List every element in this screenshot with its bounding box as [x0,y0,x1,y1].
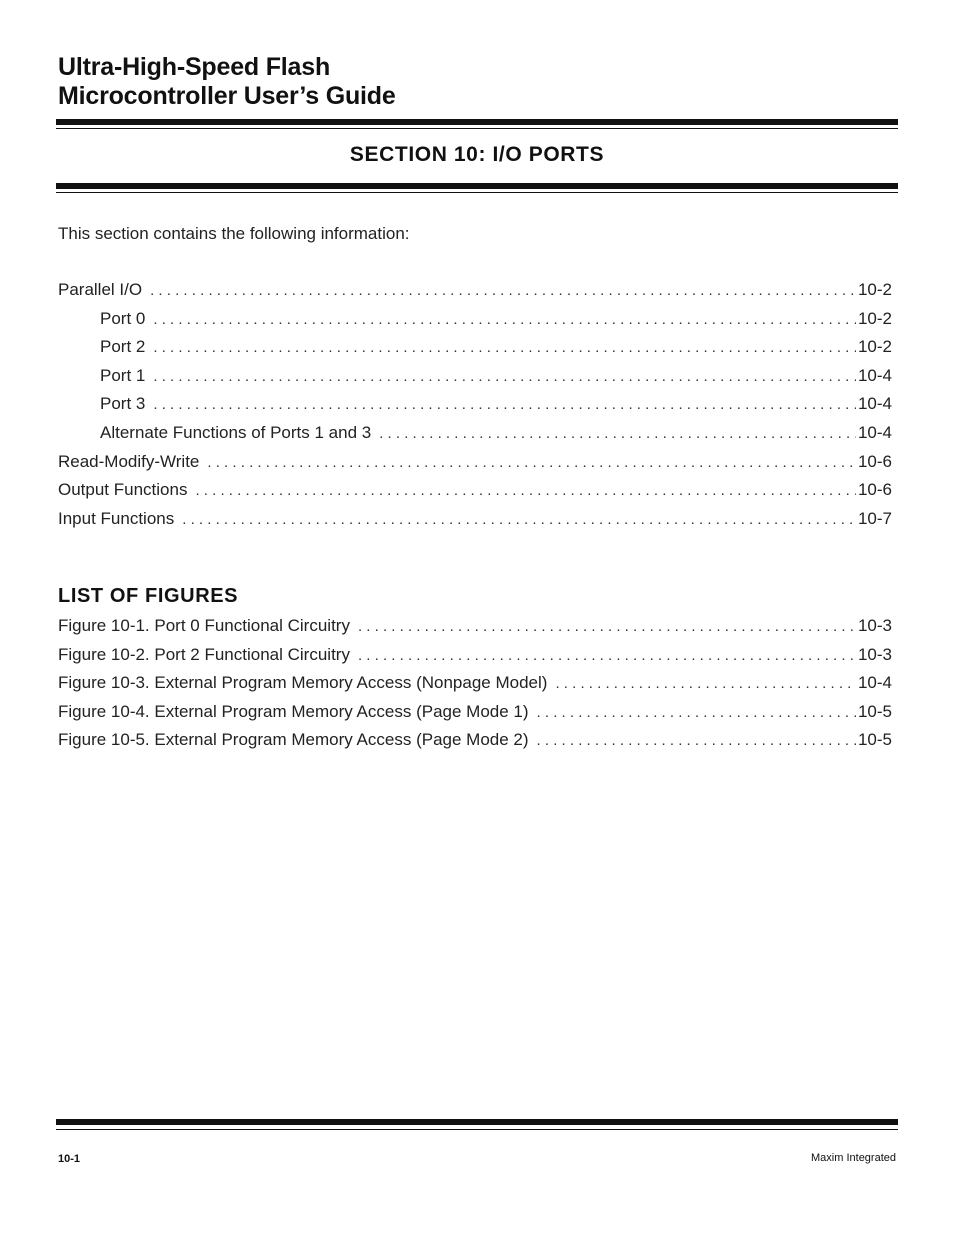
figure-entry-page: 10-4 [857,673,892,693]
dot-leader [537,704,856,721]
toc-entry-page: 10-4 [857,422,892,442]
figure-entry-label: Figure 10-4. External Program Memory Access (Page Mode 1) [58,701,529,721]
table-of-contents [58,280,892,537]
toc-entry-label: Input Functions [58,508,175,528]
figure-entry[interactable] [58,673,892,702]
dot-leader [182,511,856,528]
dot-leader [207,454,856,471]
toc-entry-label: Output Functions [58,480,188,500]
dot-leader [153,368,856,385]
dot-leader [555,675,856,692]
footer-company: Maxim Integrated [811,1152,896,1164]
toc-entry-label: Parallel I/O [58,280,143,299]
header-rule-thin [56,128,898,129]
toc-entry[interactable] [58,452,892,481]
figure-entry[interactable] [58,645,892,674]
toc-entry-page: 10-4 [857,365,892,385]
figure-entry[interactable] [58,616,892,645]
document-title [58,53,396,111]
toc-entry[interactable] [58,309,892,338]
section-rule-thick [56,183,898,189]
header-rule-thick [56,119,898,125]
toc-entry-label: Port 1 [100,365,146,385]
toc-entry-label: Port 3 [100,394,146,414]
toc-entry-label: Port 2 [100,337,146,357]
toc-entry[interactable] [58,423,892,452]
toc-entry-page: 10-2 [857,337,892,357]
figure-entry-page: 10-3 [857,616,892,635]
toc-entry-page: 10-6 [857,480,892,500]
toc-entry[interactable] [58,337,892,366]
dot-leader [153,339,856,356]
dot-leader [358,618,856,635]
dot-leader [153,311,856,328]
document-title-line2: Microcontroller User’s Guide [58,82,396,110]
toc-entry-page: 10-2 [857,280,892,299]
toc-entry-label: Port 0 [100,308,146,328]
page-number: 10-1 [58,1153,81,1165]
figure-entry-page: 10-5 [857,701,892,721]
figure-entry-label: Figure 10-3. External Program Memory Access (Nonpage Model) [58,673,548,693]
list-of-figures-heading: LIST OF FIGURES [58,585,239,607]
toc-entry[interactable] [58,280,892,309]
footer-rule-thick [56,1119,898,1125]
figure-entry-label: Figure 10-1. Port 0 Functional Circuitry [58,616,350,635]
toc-entry[interactable] [58,394,892,423]
figure-entry-label: Figure 10-2. Port 2 Functional Circuitry [58,644,350,664]
document-title-line1: Ultra-High-Speed Flash [58,53,331,81]
figure-entry[interactable] [58,730,892,759]
figure-entry-page: 10-5 [857,730,892,750]
toc-entry-label: Alternate Functions of Ports 1 and 3 [100,422,372,442]
intro-text: This section contains the following information: [58,224,410,243]
toc-entry[interactable] [58,480,892,509]
dot-leader [150,282,856,299]
toc-entry-page: 10-2 [857,308,892,328]
figure-entry-label: Figure 10-5. External Program Memory Access (Page Mode 2) [58,730,529,750]
dot-leader [358,647,856,664]
toc-entry[interactable] [58,366,892,395]
list-of-figures [58,616,892,759]
toc-entry-page: 10-7 [857,508,892,528]
footer-rule-thin [56,1129,898,1130]
toc-entry[interactable] [58,509,892,538]
dot-leader [537,732,856,749]
toc-entry-page: 10-4 [857,394,892,414]
figure-entry[interactable] [58,702,892,731]
dot-leader [153,396,856,413]
dot-leader [379,425,856,442]
section-title: SECTION 10: I/O PORTS [349,143,605,166]
toc-entry-label: Read-Modify-Write [58,451,200,471]
dot-leader [195,482,856,499]
toc-entry-page: 10-6 [857,451,892,471]
section-rule-thin [56,192,898,193]
figure-entry-page: 10-3 [857,644,892,664]
